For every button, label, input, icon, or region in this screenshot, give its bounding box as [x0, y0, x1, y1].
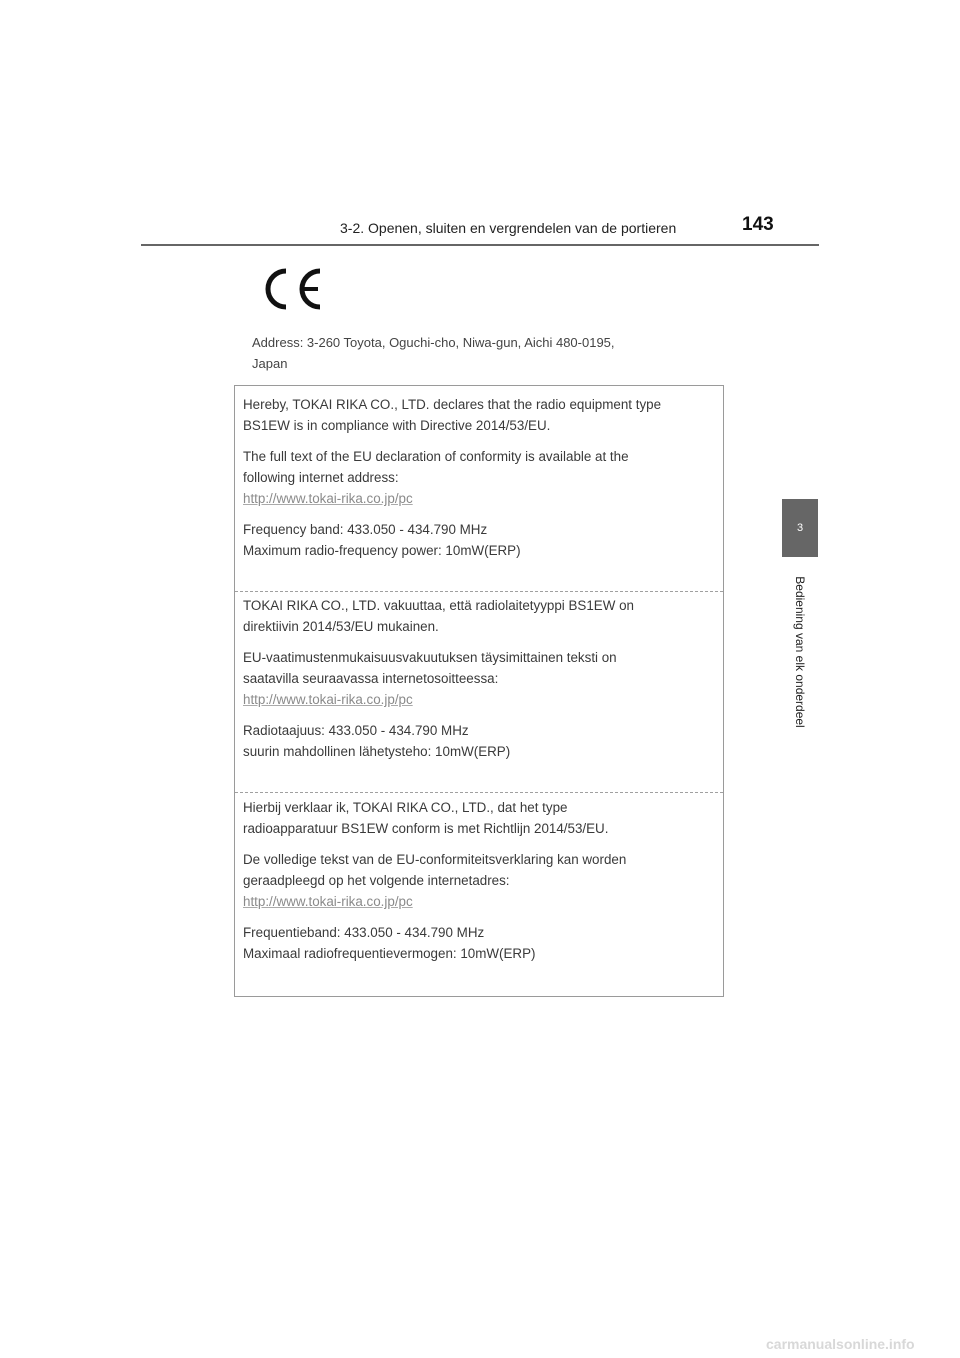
declaration-url-link[interactable]: http://www.tokai-rika.co.jp/pc [243, 491, 413, 506]
declaration-text: De volledige tekst van de EU-conformiteitsverklaring kan worden [243, 852, 627, 867]
declaration-url-link[interactable]: http://www.tokai-rika.co.jp/pc [243, 894, 413, 909]
declaration-text: EU-vaatimustenmukaisuusvakuutuksen täysimittainen teksti on [243, 650, 617, 665]
section-title: 3-2. Openen, sluiten en vergrendelen van de portieren [340, 220, 677, 236]
declaration-text: TOKAI RIKA CO., LTD. vakuuttaa, että radiolaitetyyppi BS1EW on [243, 598, 634, 613]
watermark: carmanualsonline.info [766, 1336, 915, 1352]
declaration-english [243, 394, 703, 561]
declaration-text: following internet address: [243, 470, 399, 485]
max-power: Maximaal radiofrequentievermogen: 10mW(ERP) [243, 946, 536, 961]
declaration-text: Hierbij verklaar ik, TOKAI RIKA CO., LTD., dat het type [243, 800, 568, 815]
section-divider [235, 591, 723, 592]
declaration-finnish [243, 595, 703, 762]
declaration-text: Hereby, TOKAI RIKA CO., LTD. declares that the radio equipment type [243, 397, 662, 412]
chapter-tab[interactable] [782, 499, 818, 557]
declaration-url-link[interactable]: http://www.tokai-rika.co.jp/pc [243, 692, 413, 707]
declaration-text: BS1EW is in compliance with Directive 2014/53/EU. [243, 418, 551, 433]
frequency-band: Frequency band: 433.050 - 434.790 MHz [243, 522, 488, 537]
chapter-label: Bediening van elk onderdeel [793, 576, 807, 728]
declaration-text: saatavilla seuraavassa internetosoitteessa: [243, 671, 499, 686]
frequency-band: Radiotaajuus: 433.050 - 434.790 MHz [243, 723, 469, 738]
declaration-text: The full text of the EU declaration of conformity is available at the [243, 449, 629, 464]
header-rule [141, 244, 819, 246]
declaration-text: direktiivin 2014/53/EU mukainen. [243, 619, 439, 634]
max-power: suurin mahdollinen lähetysteho: 10mW(ERP) [243, 744, 511, 759]
manufacturer-address [252, 332, 692, 374]
declaration-text: radioapparatuur BS1EW conform is met Richtlijn 2014/53/EU. [243, 821, 609, 836]
declaration-box [234, 385, 724, 997]
ce-mark-icon [258, 265, 324, 313]
address-line: Japan [252, 356, 288, 371]
max-power: Maximum radio-frequency power: 10mW(ERP) [243, 543, 521, 558]
section-divider [235, 792, 723, 793]
declaration-text: geraadpleegd op het volgende internetadres: [243, 873, 510, 888]
address-line: Address: 3-260 Toyota, Oguchi-cho, Niwa-gun, Aichi 480-0195, [252, 335, 615, 350]
frequency-band: Frequentieband: 433.050 - 434.790 MHz [243, 925, 485, 940]
page-number: 143 [742, 214, 774, 235]
declaration-dutch [243, 797, 703, 964]
chapter-number: 3 [796, 522, 804, 534]
